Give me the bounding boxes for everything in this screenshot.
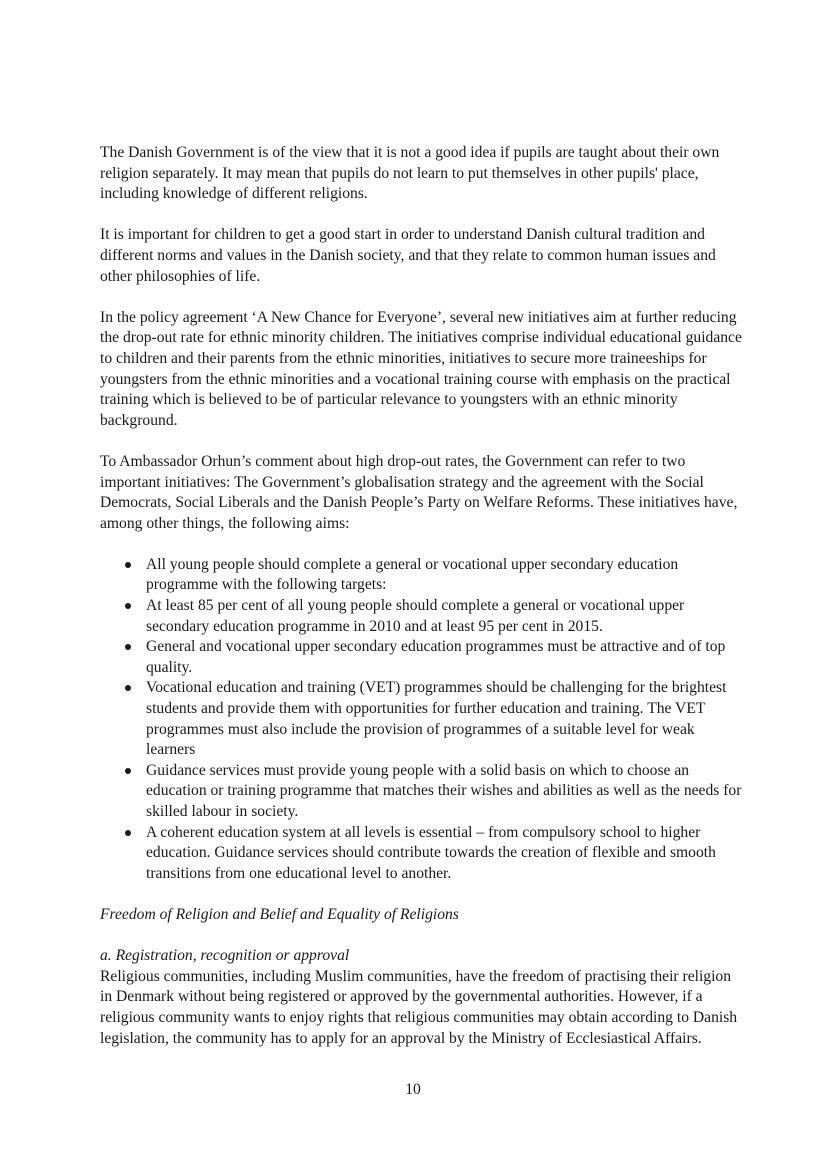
page-number: 10 bbox=[405, 1081, 421, 1098]
list-item-text: Guidance services must provide young people with a solid basis on which to choose an education or training programme that matches their wishes and abilities as well as the needs for skilled labour in society. bbox=[146, 761, 742, 820]
list-item-text: A coherent education system at all levels is essential – from compulsory school to higher education. Guidance services should contribute towards the creation of flexible and smooth transitions from one educational level to another. bbox=[146, 823, 716, 882]
section-heading: Freedom of Religion and Belief and Equality of Religions bbox=[100, 905, 459, 923]
paragraph-good-start: It is important for children to get a good start in order to understand Danish cultural tradition and different norms and values in the Danish society, and that they relate to common human issues and other philosophies of life. bbox=[100, 226, 716, 285]
bullet-icon bbox=[125, 644, 131, 650]
list-item-text: At least 85 per cent of all young people should complete a general or vocational upper secondary education programme in 2010 and at least 95 per cent in 2015. bbox=[146, 597, 685, 635]
list-item bbox=[100, 637, 745, 678]
list-item-text: General and vocational upper secondary education programmes must be attractive and of top quality. bbox=[146, 638, 726, 676]
paragraph-separate-teaching: The Danish Government is of the view that it is not a good idea if pupils are taught about their own religion separately. It may mean that pupils do not learn to put themselves in other pupils' place, including knowledge of different religions. bbox=[100, 144, 720, 203]
list-item-text: All young people should complete a general or vocational upper secondary education programme with the following targets: bbox=[146, 555, 679, 594]
list-item bbox=[100, 761, 745, 823]
paragraph-drop-out-rates: To Ambassador Orhun’s comment about high drop-out rates, the Government can refer to two important initiatives: The Government’s globalisation strategy and the agreement with the Social Democrats, Social Liberals and the Danish People’s Party on Welfare Reforms. These initiatives have, among other things, the following aims: bbox=[100, 452, 738, 532]
list-item bbox=[100, 678, 745, 760]
bullet-icon bbox=[125, 830, 131, 836]
list-item-text: Vocational education and training (VET) programmes should be challenging for the brightest students and provide them with opportunities for further education and training. The VET programmes must also include the provision of programmes of a suitable level for weak learners bbox=[146, 679, 727, 759]
bullet-icon bbox=[125, 603, 131, 609]
list-item bbox=[100, 596, 745, 637]
subsection-heading: a. Registration, recognition or approval bbox=[100, 947, 350, 965]
paragraph-registration: Religious communities, including Muslim communities, have the freedom of practising their religion in Denmark without being registered or approved by the governmental authorities. However, if a religious community wants to enjoy rights that religious communities may obtain according to Danish legislation, the community has to apply for an approval by the Ministry of Ecclesiastical Affairs. bbox=[100, 967, 738, 1047]
bullet-icon bbox=[125, 768, 131, 774]
paragraph-policy-agreement: In the policy agreement ‘A New Chance for Everyone’, several new initiatives aim at further reducing the drop-out rate for ethnic minority children. The initiatives comprise individual educational guidance to children and their parents from the ethnic minorities, initiatives to secure more traineeships for youngsters from the ethnic minorities and a vocational training course with emphasis on the practical training which is believed to be of particular relevance to youngsters with an ethnic minority background. bbox=[100, 308, 742, 429]
aims-bullet-list bbox=[100, 555, 745, 885]
bullet-icon bbox=[125, 562, 131, 568]
list-item bbox=[100, 555, 745, 596]
bullet-icon bbox=[125, 685, 131, 691]
list-item bbox=[100, 823, 745, 885]
document-page bbox=[100, 143, 745, 1070]
